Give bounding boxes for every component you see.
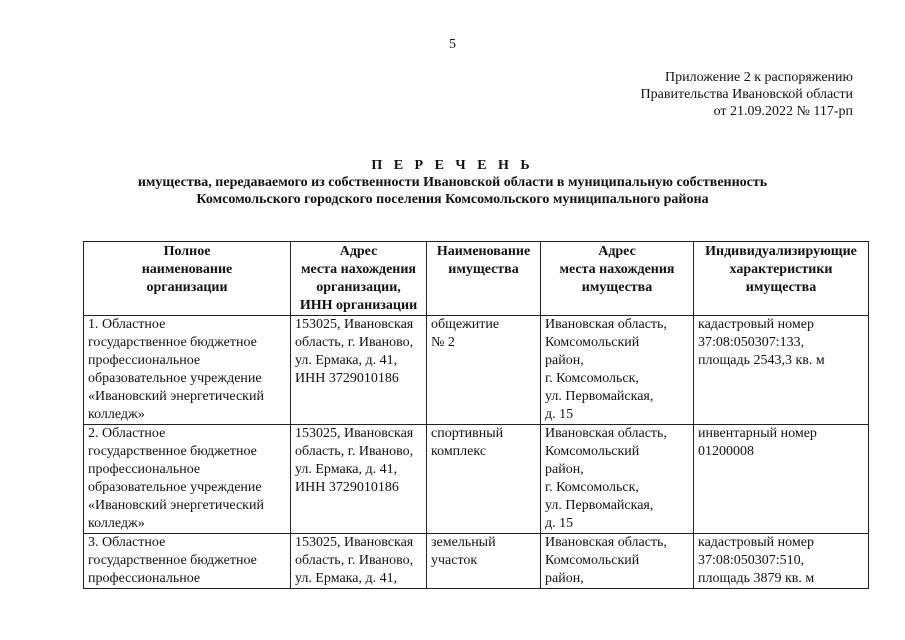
cell-org-name: 2. Областное государственное бюджетное профессиональное образовательное учреждение «Ивановский энергетический колледж» xyxy=(84,425,291,534)
title-line-1: имущества, передаваемого из собственности Ивановской области в муниципальную собственность xyxy=(137,175,768,190)
title-line-2: Комсомольского городского поселения Комсомольского муниципального района xyxy=(196,192,709,207)
cell-property-name: общежитие № 2 xyxy=(427,316,541,425)
cell-property-name: земельный участок xyxy=(427,534,541,589)
document-title xyxy=(0,157,905,208)
appendix-line-2: Правительства Ивановской области xyxy=(640,87,853,102)
cell-org-address: 153025, Ивановская область, г. Иваново, ул. Ермака, д. 41, ИНН 3729010186 xyxy=(291,316,427,425)
cell-property-address: Ивановская область, Комсомольский район, г. Комсомольск, ул. Первомайская, д. 15 xyxy=(541,316,694,425)
cell-characteristics: кадастровый номер 37:08:050307:133, площадь 2543,3 кв. м xyxy=(694,316,869,425)
cell-characteristics: инвентарный номер 01200008 xyxy=(694,425,869,534)
property-table xyxy=(83,241,869,589)
table-header-row xyxy=(84,242,869,316)
cell-org-address: 153025, Ивановская область, г. Иваново, ул. Ермака, д. 41, xyxy=(291,534,427,589)
cell-property-address: Ивановская область, Комсомольский район, xyxy=(541,534,694,589)
cell-org-name: 3. Областное государственное бюджетное профессиональное xyxy=(84,534,291,589)
cell-characteristics: кадастровый номер 37:08:050307:510, площадь 3879 кв. м xyxy=(694,534,869,589)
header-characteristics: Индивидуализирующие характеристики имущества xyxy=(694,242,869,316)
header-org-name: Полное наименование организации xyxy=(84,242,291,316)
table-row xyxy=(84,425,869,534)
appendix-line-1: Приложение 2 к распоряжению xyxy=(665,70,853,85)
appendix-line-3: от 21.09.2022 № 117-рп xyxy=(713,104,853,119)
table-row xyxy=(84,534,869,589)
page-number: 5 xyxy=(449,37,456,52)
header-property-address: Адрес места нахождения имущества xyxy=(541,242,694,316)
title-heading: П Е Р Е Ч Е Н Ь xyxy=(371,158,534,173)
header-org-address: Адрес места нахождения организации, ИНН организации xyxy=(291,242,427,316)
cell-property-address: Ивановская область, Комсомольский район, г. Комсомольск, ул. Первомайская, д. 15 xyxy=(541,425,694,534)
header-property-name: Наименование имущества xyxy=(427,242,541,316)
appendix-note xyxy=(641,69,853,120)
cell-org-address: 153025, Ивановская область, г. Иваново, ул. Ермака, д. 41, ИНН 3729010186 xyxy=(291,425,427,534)
table-row xyxy=(84,316,869,425)
cell-property-name: спортивный комплекс xyxy=(427,425,541,534)
cell-org-name: 1. Областное государственное бюджетное профессиональное образовательное учреждение «Ивановский энергетический колледж» xyxy=(84,316,291,425)
